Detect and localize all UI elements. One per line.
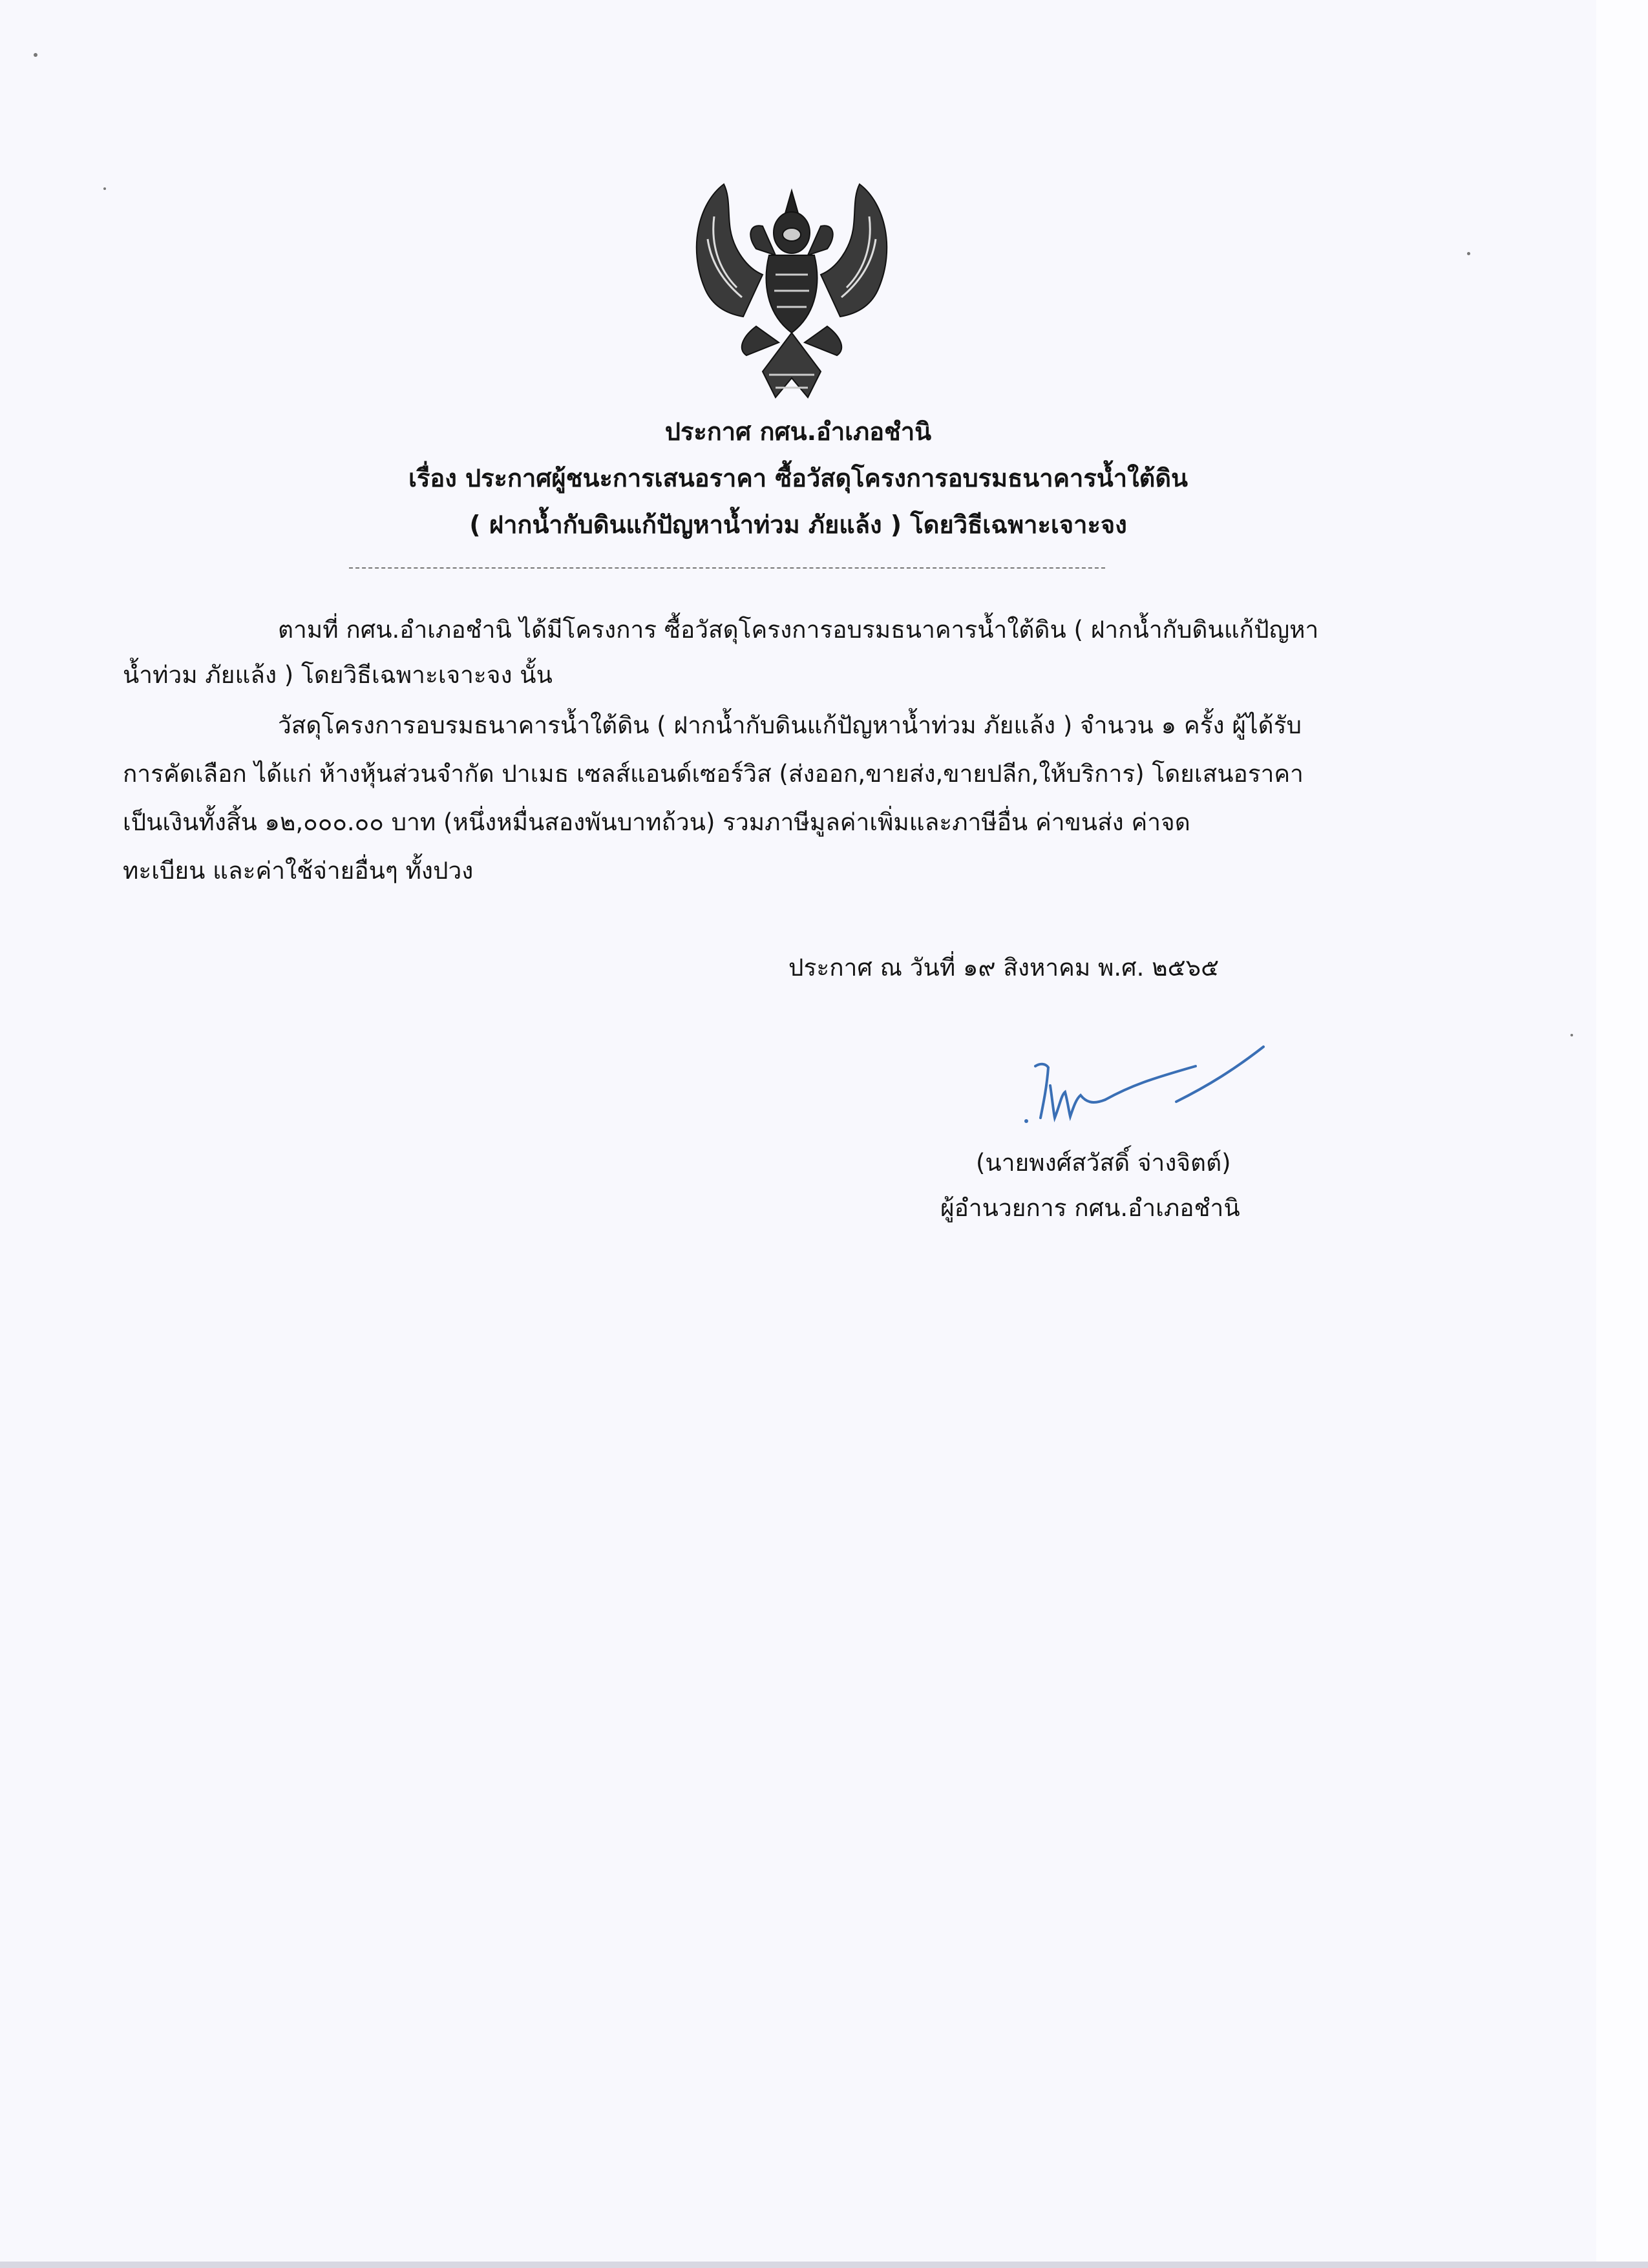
- scan-speck: [103, 187, 106, 190]
- paragraph-1-line-1: ตามที่ กศน.อำเภอชำนิ ได้มีโครงการ ซื้อวัสดุโครงการอบรมธนาคารน้ำใต้ดิน ( ฝากน้ำกับดินแก้ปัญหา: [278, 616, 1319, 644]
- scan-margin: [1596, 0, 1648, 2268]
- paragraph-1-line-2: น้ำท่วม ภัยแล้ง ) โดยวิธีเฉพาะเจาะจง นั้น: [123, 661, 553, 689]
- announcement-subject: เรื่อง ประกาศผู้ชนะการเสนอราคา ซื้อวัสดุโครงการอบรมธนาคารน้ำใต้ดิน: [408, 464, 1188, 492]
- signatory-position: ผู้อำนวยการ กศน.อำเภอชำนิ: [940, 1194, 1240, 1222]
- announcement-subject-cont: ( ฝากน้ำกับดินแก้ปัญหาน้ำท่วม ภัยแล้ง ) โดยวิธีเฉพาะเจาะจง: [469, 510, 1127, 539]
- signatory-name: (นายพงศ์สวัสดิ์ จ่างจิตต์): [976, 1149, 1231, 1177]
- garuda-emblem-icon: [685, 178, 898, 410]
- scan-speck: [1570, 1034, 1573, 1036]
- scan-bottom-edge: [0, 2262, 1648, 2268]
- dashed-divider: [349, 567, 1105, 569]
- paragraph-2-line-4: ทะเบียน และค่าใช้จ่ายอื่นๆ ทั้งปวง: [123, 857, 474, 885]
- announcement-title: ประกาศ กศน.อำเภอชำนิ: [664, 417, 932, 446]
- announcement-date: ประกาศ ณ วันที่ ๑๙ สิงหาคม พ.ศ. ๒๕๖๕: [788, 954, 1220, 982]
- paragraph-2-line-1: วัสดุโครงการอบรมธนาคารน้ำใต้ดิน ( ฝากน้ำกับดินแก้ปัญหาน้ำท่วม ภัยแล้ง ) จำนวน ๑ ครั้ง ผู้ได้รับ: [278, 711, 1302, 739]
- scan-speck: [1467, 252, 1470, 255]
- scan-speck: [34, 53, 37, 57]
- paragraph-2-line-3: เป็นเงินทั้งสิ้น ๑๒,๐๐๐.๐๐ บาท (หนึ่งหมื่นสองพันบาทถ้วน) รวมภาษีมูลค่าเพิ่มและภาษีอื่น ค่าขนส่ง ค่าจด: [123, 808, 1190, 836]
- paragraph-2-line-2: การคัดเลือก ได้แก่ ห้างหุ้นส่วนจำกัด ปาเมธ เซลส์แอนด์เซอร์วิส (ส่งออก,ขายส่ง,ขายปลีก,ให้บริการ) โดยเสนอราคา: [123, 760, 1304, 788]
- handwritten-signature: [1015, 1040, 1273, 1137]
